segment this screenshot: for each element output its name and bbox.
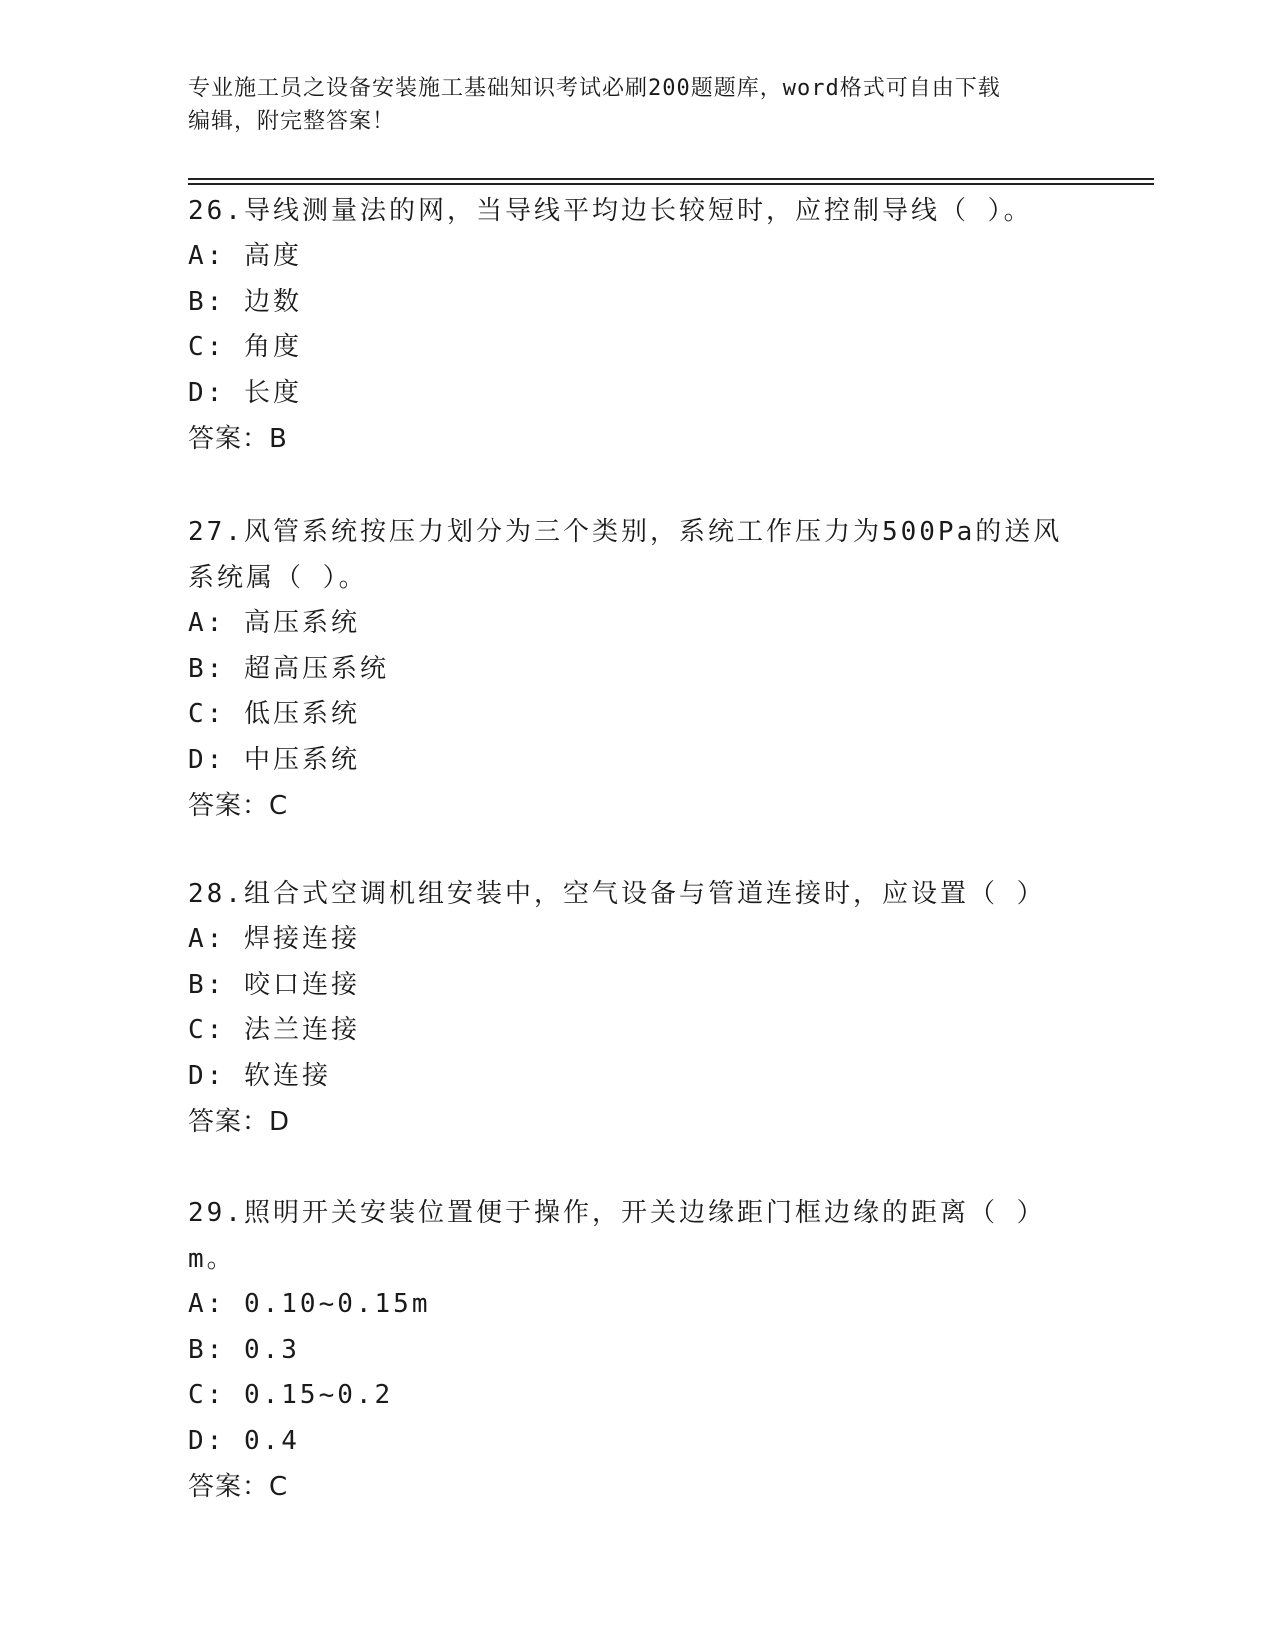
header-divider-top (188, 178, 1154, 180)
option-a: A: 高压系统 (188, 608, 360, 638)
option-a: A: 焊接连接 (188, 924, 360, 954)
option-b: B: 0.3 (188, 1334, 300, 1365)
header-line-1: 专业施工员之设备安装施工基础知识考试必刷200题题库，word格式可自由下载 (188, 76, 1001, 101)
question-29 (188, 1190, 1088, 1510)
header-divider-bottom (188, 183, 1154, 185)
question-stem: 27.风管系统按压力划分为三个类别，系统工作压力为500Pa的送风系统属（ ）。 (188, 517, 1063, 593)
option-c: C: 法兰连接 (188, 1015, 360, 1045)
option-d: D: 中压系统 (188, 744, 360, 775)
option-b: B: 边数 (188, 286, 302, 317)
option-c: C: 角度 (188, 332, 302, 362)
answer-key: 答案：C (188, 1472, 289, 1502)
option-b: B: 超高压系统 (188, 653, 389, 684)
option-c: C: 0.15~0.2 (188, 1380, 394, 1410)
document-header (188, 72, 1088, 138)
question-27 (188, 509, 1088, 829)
header-line-2: 编辑，附完整答案！ (188, 109, 396, 134)
option-d: D: 长度 (188, 377, 302, 408)
option-d: D: 0.4 (188, 1425, 300, 1456)
question-stem: 29.照明开关安装位置便于操作，开关边缘距门框边缘的距离（ ）m。 (188, 1198, 1046, 1274)
question-28 (188, 871, 1088, 1145)
question-stem: 28.组合式空调机组安装中，空气设备与管道连接时，应设置（ ） (188, 879, 1046, 909)
answer-key: 答案：C (188, 791, 289, 821)
option-d: D: 软连接 (188, 1060, 331, 1091)
option-b: B: 咬口连接 (188, 969, 360, 1000)
question-stem: 26.导线测量法的网，当导线平均边长较短时，应控制导线（ ）。 (188, 196, 1033, 226)
option-a: A: 高度 (188, 241, 302, 271)
answer-key: 答案：D (188, 1107, 291, 1137)
question-26 (188, 188, 1088, 462)
option-c: C: 低压系统 (188, 699, 360, 729)
option-a: A: 0.10~0.15m (188, 1289, 431, 1319)
answer-key: 答案：B (188, 424, 288, 454)
